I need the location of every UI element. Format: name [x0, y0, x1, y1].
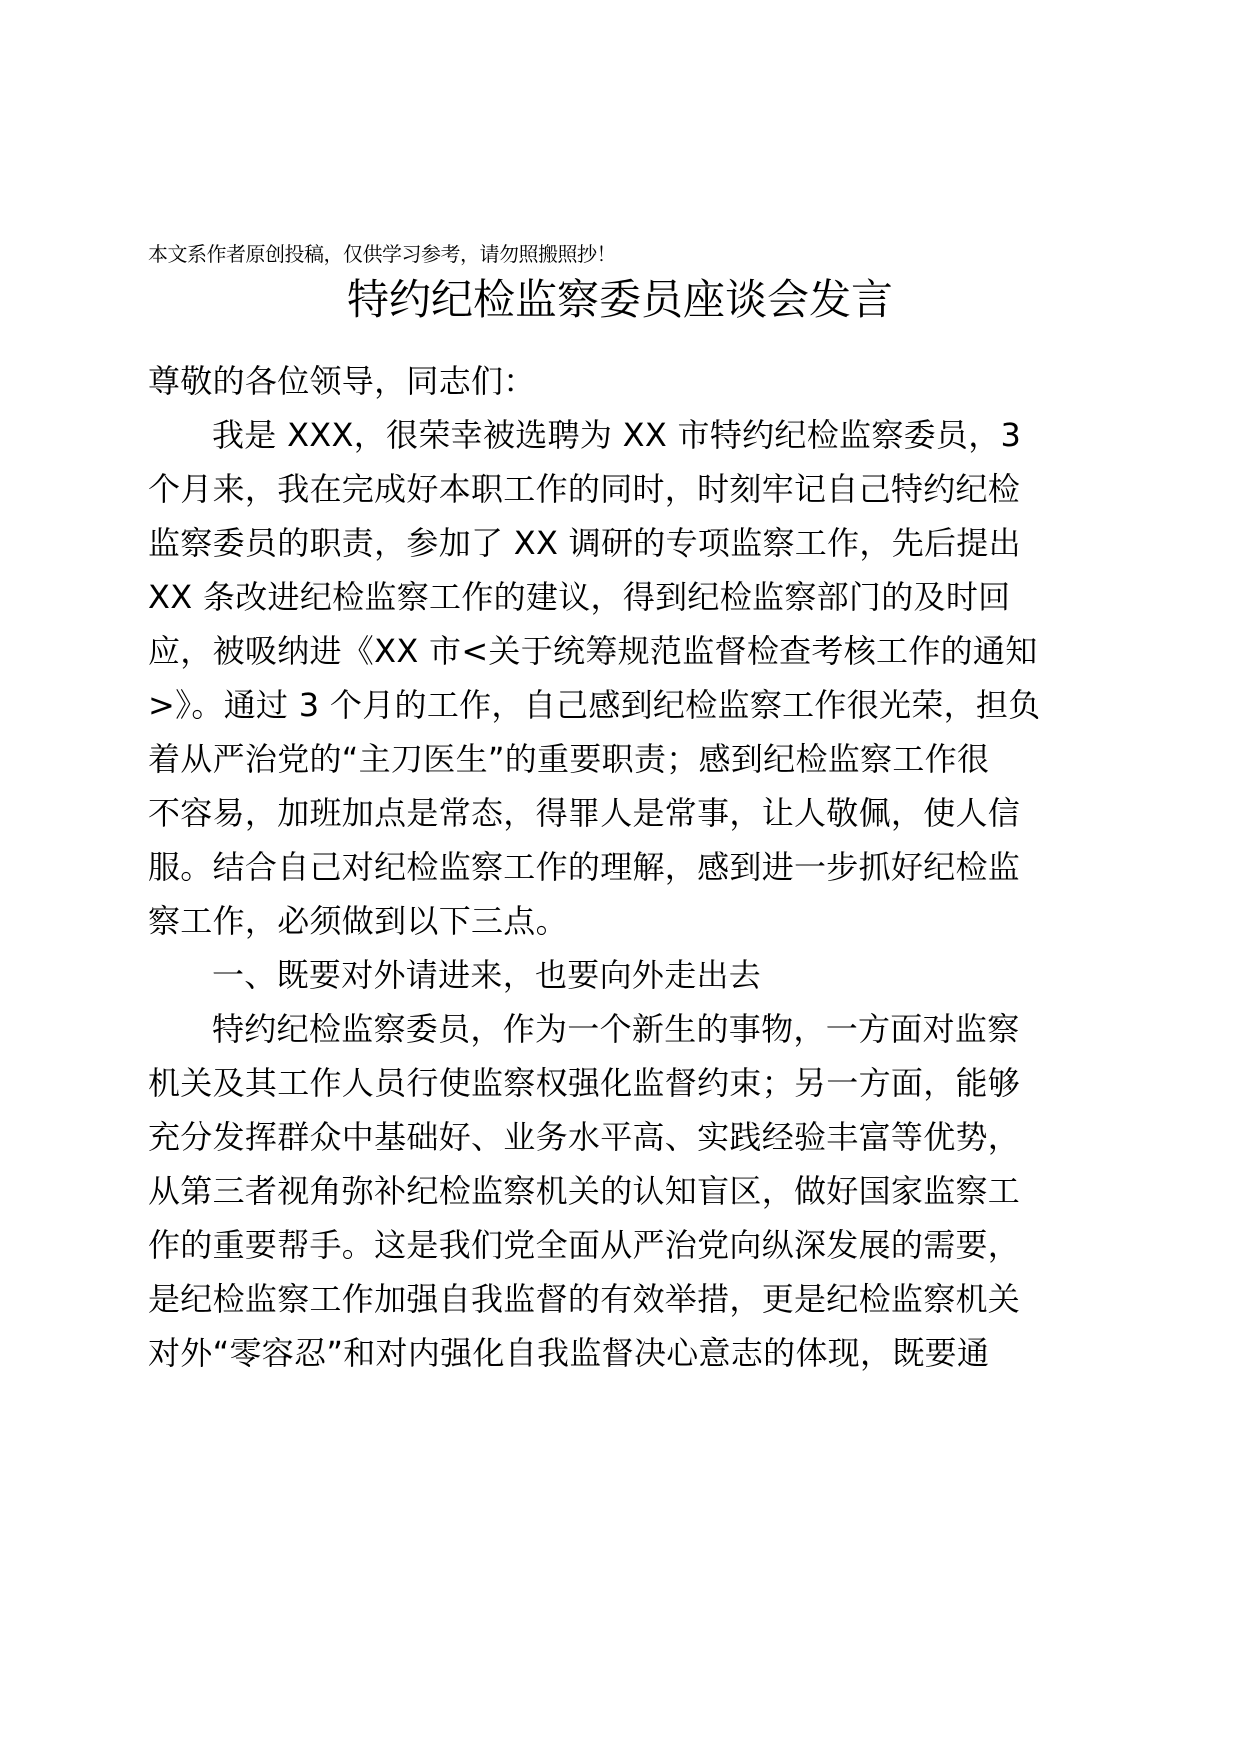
document-title: 特约纪检监察委员座谈会发言: [346, 275, 893, 324]
paragraph-line: 我是 XXX，很荣幸被选聘为 XX 市特约纪检监察委员，3: [212, 416, 1022, 454]
paragraph-line: 监察委员的职责，参加了 XX 调研的专项监察工作，先后提出: [148, 524, 1021, 562]
paragraph-line: 着从严治党的“主刀医生”的重要职责；感到纪检监察工作很: [148, 740, 990, 778]
paragraph-section-1: [148, 1002, 1021, 1380]
paragraph-line: 特约纪检监察委员，作为一个新生的事物，一方面对监察: [212, 1010, 1020, 1048]
paragraph-intro: [148, 408, 1041, 948]
paragraph-line: 作的重要帮手。这是我们党全面从严治党向纵深发展的需要，: [148, 1226, 1021, 1264]
paragraph-line: XX 条改进纪检监察工作的建议，得到纪检监察部门的及时回: [148, 578, 1011, 616]
paragraph-line: 个月来，我在完成好本职工作的同时，时刻牢记自己特约纪检: [148, 470, 1021, 508]
paragraph-line: 不容易，加班加点是常态，得罪人是常事，让人敬佩，使人信: [148, 794, 1021, 832]
paragraph-line: 机关及其工作人员行使监察权强化监督约束；另一方面，能够: [148, 1064, 1021, 1102]
section-heading-1: 一、既要对外请进来，也要向外走出去: [212, 956, 762, 994]
copyright-notice: 本文系作者原创投稿，仅供学习参考，请勿照搬照抄！: [148, 242, 616, 266]
paragraph-line: 从第三者视角弥补纪检监察机关的认知盲区，做好国家监察工: [148, 1172, 1021, 1210]
paragraph-line: 服。结合自己对纪检监察工作的理解，感到进一步抓好纪检监: [148, 848, 1021, 886]
salutation: 尊敬的各位领导，同志们：: [148, 362, 536, 400]
paragraph-line: 是纪检监察工作加强自我监督的有效举措，更是纪检监察机关: [148, 1280, 1021, 1318]
paragraph-line: 对外“零容忍”和对内强化自我监督决心意志的体现，既要通: [148, 1334, 990, 1372]
paragraph-line: 充分发挥群众中基础好、业务水平高、实践经验丰富等优势，: [148, 1118, 1021, 1156]
paragraph-line: 察工作，必须做到以下三点。: [148, 902, 568, 940]
paragraph-line: 应，被吸纳进《XX 市<关于统筹规范监督检查考核工作的通知: [148, 632, 1038, 670]
document-body: [148, 354, 1041, 1380]
paragraph-line: >》。通过 3 个月的工作，自己感到纪检监察工作很光荣，担负: [148, 686, 1041, 724]
